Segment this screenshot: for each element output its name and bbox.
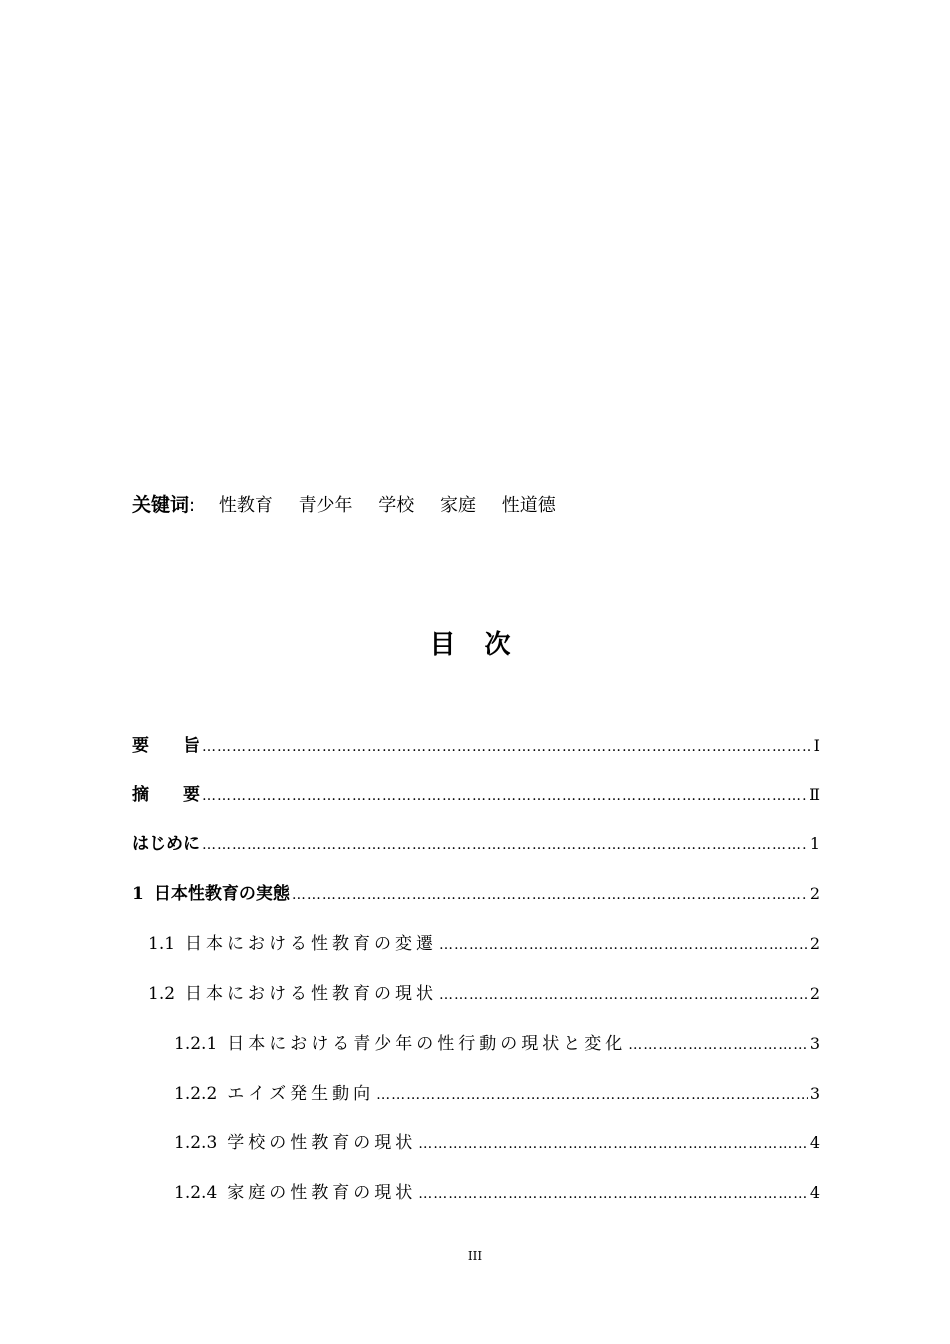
toc-leader-dots xyxy=(418,1186,808,1202)
toc-entry-page: Ⅰ xyxy=(813,736,820,755)
keyword-item: 青少年 xyxy=(298,495,353,516)
toc-leader-dots xyxy=(202,837,808,853)
toc-entry-page: 1 xyxy=(809,834,820,853)
toc-entry-page: 2 xyxy=(809,884,820,903)
toc-leader-dots xyxy=(202,739,812,755)
toc-entry-label: 摘 要 xyxy=(132,785,200,805)
keyword-item: 学校 xyxy=(378,495,415,516)
toc-leader-dots xyxy=(439,937,808,953)
toc-entry-section-1-2-3[interactable] xyxy=(174,1128,820,1154)
toc-entry-number: 1.2.1 xyxy=(174,1034,218,1054)
toc-entry-section-1-2-4[interactable] xyxy=(174,1178,820,1204)
toc-leader-dots xyxy=(376,1087,808,1103)
toc-entry-number: 1.2.2 xyxy=(174,1084,218,1104)
toc-entry-label: 日本における性教育の変遷 xyxy=(185,934,438,954)
toc-entry-number: 1.2.4 xyxy=(174,1183,218,1203)
toc-leader-dots xyxy=(628,1037,808,1053)
keywords-label: 关键词 xyxy=(132,494,190,516)
toc-entry-label: 要 旨 xyxy=(132,736,200,756)
toc-entry-abstract[interactable] xyxy=(132,780,820,806)
toc-entry-label: 学校の性教育の現状 xyxy=(227,1133,417,1153)
toc-entry-number: 1.2 xyxy=(148,984,176,1004)
toc-entry-page: 4 xyxy=(809,1133,820,1152)
toc-entry-page: 3 xyxy=(809,1084,820,1103)
toc-entry-section-1-2-2[interactable] xyxy=(174,1079,820,1105)
toc-entry-page: Ⅱ xyxy=(809,785,820,804)
toc-leader-dots xyxy=(439,987,808,1003)
toc-entry-number: 1 xyxy=(132,884,144,904)
toc-entry-label: 日本における性教育の現状 xyxy=(185,984,438,1004)
toc-entry-youshi[interactable] xyxy=(132,731,820,757)
page-number: III xyxy=(467,1249,483,1263)
toc-entry-number: 1.2.3 xyxy=(174,1133,218,1153)
toc-entry-label: 日本性教育の実態 xyxy=(153,884,290,904)
toc-entry-label: はじめに xyxy=(132,834,200,854)
keyword-item: 性道德 xyxy=(501,495,556,516)
toc-entry-page: 2 xyxy=(809,934,820,953)
toc-entry-number: 1.1 xyxy=(148,934,176,954)
toc-entry-label: エイズ発生動向 xyxy=(227,1084,375,1104)
keyword-item: 性教育 xyxy=(218,495,273,516)
toc-entry-section-1-2-1[interactable] xyxy=(174,1029,820,1055)
toc-leader-dots xyxy=(292,887,808,903)
keywords-colon: : xyxy=(189,495,196,516)
toc-entry-page: 3 xyxy=(809,1034,820,1053)
toc-entry-section-1-2[interactable] xyxy=(148,979,820,1005)
toc-entry-introduction[interactable] xyxy=(132,829,820,855)
toc-leader-dots xyxy=(202,788,807,804)
toc-entry-label: 日本における青少年の性行動の現状と変化 xyxy=(227,1034,627,1054)
toc-entry-page: 2 xyxy=(809,984,820,1003)
toc-entry-page: 4 xyxy=(809,1183,820,1202)
toc-entry-section-1-1[interactable] xyxy=(148,929,820,955)
toc-leader-dots xyxy=(418,1136,808,1152)
toc-entry-label: 家庭の性教育の現状 xyxy=(227,1183,417,1203)
keyword-item: 家庭 xyxy=(440,495,477,516)
toc-entry-chapter-1[interactable] xyxy=(132,879,820,905)
toc-title: 目 次 xyxy=(429,630,521,660)
keywords-line xyxy=(132,490,576,517)
